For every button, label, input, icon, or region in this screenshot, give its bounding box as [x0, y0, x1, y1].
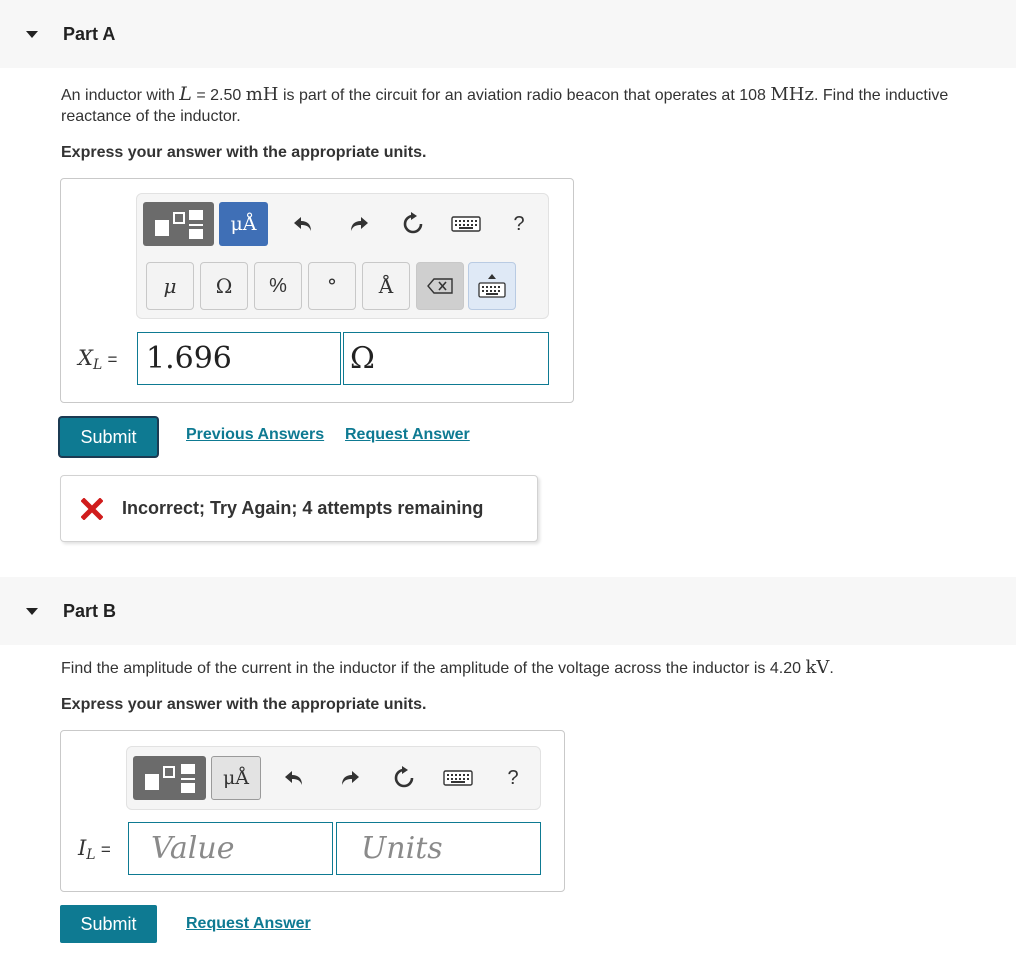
undo-icon[interactable] — [288, 209, 318, 239]
keyboard-icon[interactable] — [441, 763, 475, 793]
inductance-unit: mH — [245, 84, 279, 105]
part-a-instruction: Express your answer with the appropriate units. — [61, 144, 427, 161]
problem-text: Find the amplitude of the current in the inductor if the amplitude of the voltage across the inductor is 4.20 — [61, 660, 806, 677]
part-a-submit-button[interactable]: Submit — [60, 418, 157, 456]
keyboard-icon[interactable] — [449, 209, 483, 239]
variable-label-xl — [78, 346, 117, 373]
variable-label-il — [78, 836, 111, 863]
fraction-bar-icon — [189, 224, 203, 226]
collapse-caret-icon[interactable] — [26, 31, 38, 38]
units-input[interactable]: Units — [336, 822, 541, 875]
equals-sign: = — [100, 840, 111, 859]
help-button[interactable]: ? — [507, 766, 519, 789]
fraction-bar-icon — [181, 778, 195, 780]
part-a-header[interactable] — [0, 0, 1016, 68]
variable-symbol: I — [78, 836, 87, 860]
symbol-mu-button[interactable]: μ — [146, 262, 194, 310]
keyboard-toggle-icon — [478, 273, 506, 299]
template-square-icon — [189, 229, 203, 239]
part-b-problem — [61, 657, 1006, 679]
problem-text: . — [829, 660, 834, 677]
symbol-degree-button[interactable]: ° — [308, 262, 356, 310]
part-b-instruction: Express your answer with the appropriate units. — [61, 696, 427, 713]
part-a-problem — [61, 84, 1006, 127]
delete-button[interactable] — [416, 262, 464, 310]
feedback-text: Incorrect; Try Again; 4 attempts remaining — [122, 498, 484, 518]
help-button[interactable]: ? — [513, 212, 525, 235]
templates-button[interactable] — [133, 756, 206, 800]
part-b-title: Part B — [63, 601, 117, 621]
part-b-submit-button[interactable]: Submit — [60, 905, 157, 943]
problem-text: . Find the inductive reactance of the inductor. — [61, 87, 949, 125]
template-square-icon — [181, 764, 195, 774]
units-button[interactable]: μÅ — [219, 202, 268, 246]
part-b-request-answer-link[interactable]: Request Answer — [186, 915, 311, 932]
part-b-header[interactable] — [0, 577, 1016, 645]
inductance-variable: L — [179, 83, 192, 105]
frequency-unit: MHz — [770, 84, 814, 105]
variable-subscript: L — [86, 847, 96, 863]
units-input[interactable]: Ω — [343, 332, 549, 385]
units-button[interactable]: μÅ — [211, 756, 261, 800]
template-square-icon — [173, 212, 185, 224]
template-square-icon — [145, 774, 159, 790]
redo-icon[interactable] — [344, 209, 374, 239]
part-a-request-answer-link[interactable]: Request Answer — [345, 426, 470, 443]
show-keyboard-button[interactable] — [468, 262, 516, 310]
previous-answers-link[interactable]: Previous Answers — [186, 426, 325, 443]
template-square-icon — [189, 210, 203, 220]
value-input[interactable]: Value — [128, 822, 333, 875]
variable-subscript: L — [92, 357, 103, 373]
problem-text: An inductor with — [61, 87, 180, 104]
template-square-icon — [163, 766, 175, 778]
reset-icon[interactable] — [389, 763, 419, 793]
problem-text: = 2.50 — [191, 87, 246, 104]
variable-symbol: X — [78, 346, 93, 370]
part-b-math-toolbar — [126, 746, 541, 810]
template-square-icon — [155, 220, 169, 236]
feedback-box — [60, 475, 538, 542]
voltage-unit: kV — [805, 657, 830, 678]
symbol-percent-button[interactable]: % — [254, 262, 302, 310]
collapse-caret-icon[interactable] — [26, 608, 38, 615]
problem-text: is part of the circuit for an aviation radio beacon that operates at 108 — [278, 87, 771, 104]
undo-icon[interactable] — [279, 763, 309, 793]
symbol-ohm-button[interactable]: Ω — [200, 262, 248, 310]
part-a-title: Part A — [63, 24, 116, 44]
value-input[interactable]: 1.696 — [137, 332, 341, 385]
backspace-icon — [427, 278, 453, 294]
incorrect-x-icon — [81, 498, 103, 520]
symbol-angstrom-button[interactable]: Å — [362, 262, 410, 310]
equals-sign: = — [107, 350, 118, 369]
redo-icon[interactable] — [335, 763, 365, 793]
reset-icon[interactable] — [398, 209, 428, 239]
template-square-icon — [181, 783, 195, 793]
templates-button[interactable] — [143, 202, 214, 246]
